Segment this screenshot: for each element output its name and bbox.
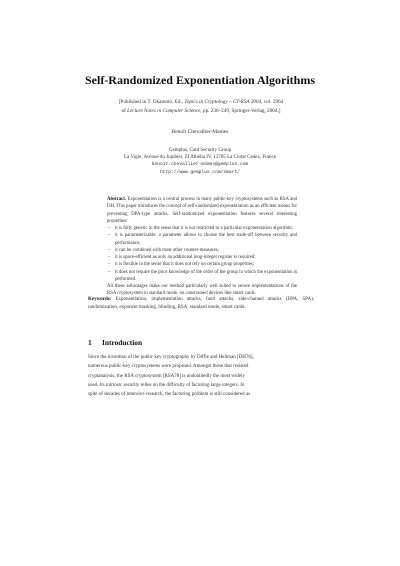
author-email: benoit.chevallier-mames@gemplus.com	[151, 162, 249, 168]
affiliation-org: Gemplus, Card Security Group	[168, 148, 232, 153]
body-line: used. Its intrinsic security relies on the difficulty of factoring large integers. In	[88, 382, 245, 388]
list-item-text: it is fully generic in the sense that it is not restricted to a particular exponentiation algorithm;	[115, 226, 293, 231]
abstract-intro-text: Exponentiation is a central process in many public-key cryptosystems such as RSA and DH. This paper introduces the concept of self-randomized exponentiation as an efficient means for preventing DPA-type attacks. Self-randomized exponentiation features several interesting properties:	[107, 197, 298, 224]
list-item: – it can be combined with most other counter-measures;	[108, 247, 219, 253]
body-line: cryptanalysis, the RSA cryptosystem [RSA78] is undoubtedly the most widely	[88, 373, 245, 379]
section-heading	[88, 338, 314, 347]
keywords-label: Keywords:	[88, 297, 112, 302]
body-line: numerous public-key cryptosystems were proposed. Amongst those that resisted	[88, 364, 249, 370]
abstract-outro: All these advantages make our method particularly well suited to secure implementations of the RSA cryptosystem in standard mode, on constrained devices like smart cards.	[107, 284, 297, 297]
publication-note	[88, 98, 314, 116]
keywords-text: Exponentiation, implementation attacks, fault attacks, side-channel attacks (DPA, SPA), randomization, exponent masking, blinding, RSA, standard mode, smart cards.	[88, 297, 315, 310]
list-item: – it is space-efficient as only an additional long-integer register is required;	[108, 255, 256, 260]
pubnote-suffix: , pp. 236–249, Springer-Verlag, 2004.]	[200, 108, 281, 114]
list-item-text: it is flexible in the sense that it does not rely on certain group properties;	[115, 262, 255, 268]
pubnote-series: Lecture Notes in Computer Science	[127, 108, 201, 114]
body-line: spite of decades of intensive research, the factoring problem is still considered as	[88, 392, 251, 397]
keywords-block	[88, 296, 314, 311]
pubnote-of: of	[121, 108, 128, 114]
list-item-text: it is parameterizable: a parameter allows to choose the best trade-off between security and performance;	[115, 233, 297, 246]
list-item-text: it does not require the prior knowledge of the order of the group in which the exponentiation is performed.	[115, 269, 297, 282]
list-item-text: it can be combined with most other counter-measures;	[115, 247, 219, 253]
author-name: Benoît Chevallier-Mames	[171, 129, 229, 135]
list-item: – it is fully generic in the sense that it is not restricted to a particular exponentiation algorithm;	[108, 226, 293, 231]
pubnote-book: Topics in Cryptology – CT-RSA 2004	[184, 99, 262, 105]
introduction-body	[88, 353, 314, 399]
affiliation-address: La Vigie, Avenue du Jujubier, ZI Athélia IV, 13705 La Ciotat Cedex, France	[124, 155, 276, 161]
list-item: – it does not require the prior knowledge of the order of the group in which the exponentiation is performed.	[108, 269, 297, 282]
body-line: Since the invention of the public key cryptography by Diffie and Hellman [DH76],	[88, 355, 254, 360]
pubnote-middle: , vol. 2964	[261, 99, 284, 105]
affiliation-block	[0, 147, 400, 176]
list-item-text: it is space-efficient as only an additional long-integer register is required;	[115, 255, 256, 260]
abstract-intro	[107, 196, 297, 225]
author-url: http://www.gemplus.com/smart/	[160, 169, 240, 175]
list-item: – it is parameterizable: a parameter allows to choose the best trade-off between security and performance;	[108, 233, 297, 246]
section-number: 1	[88, 338, 92, 347]
paper-title: Self-Randomized Exponentiation Algorithms	[84, 73, 315, 87]
abstract-block	[107, 196, 297, 298]
abstract-label: Abstract.	[107, 197, 127, 202]
list-item: – it is flexible in the sense that it does not rely on certain group properties;	[108, 262, 255, 268]
pubnote-prefix: [Published in T. Okamoto, Ed.,	[118, 99, 185, 105]
section-title: Introduction	[102, 338, 143, 347]
abstract-property-list	[107, 225, 297, 283]
